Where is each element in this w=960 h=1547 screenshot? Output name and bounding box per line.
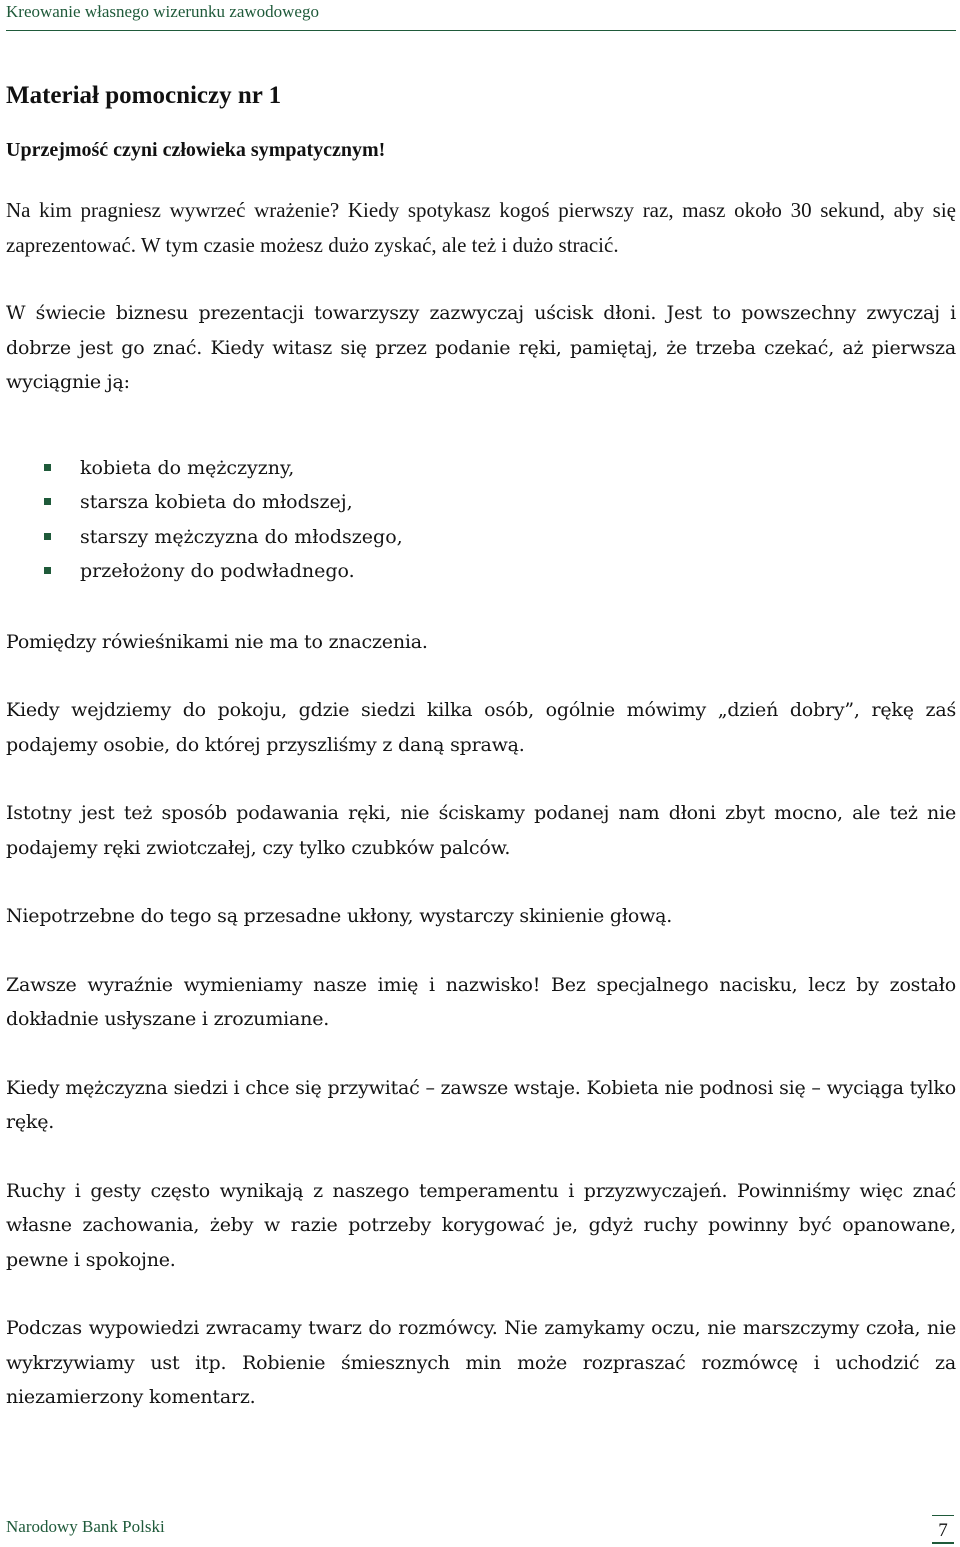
square-bullet-icon xyxy=(44,498,51,505)
running-header xyxy=(6,0,956,31)
list-item xyxy=(6,554,956,589)
square-bullet-icon xyxy=(44,567,51,574)
paragraph: Zawsze wyraźnie wymieniamy nasze imię i nazwisko! Bez specjalnego nacisku, lecz by zostało dokładnie usłyszane i zrozumiane. xyxy=(6,973,956,1030)
square-bullet-icon xyxy=(44,464,51,471)
paragraph-intro-1: Na kim pragniesz wywrzeć wrażenie? Kiedy spotykasz kogoś pierwszy raz, masz około 30 sekund, aby się zaprezentować. W tym czasie możesz dużo zyskać, ale też i dużo stracić. xyxy=(6,198,956,257)
paragraph: Niepotrzebne do tego są przesadne ukłony, wystarczy skinienie głową. xyxy=(6,905,673,927)
handshake-order-list xyxy=(6,451,956,589)
paragraph: Istotny jest też sposób podawania ręki, nie ściskamy podanej nam dłoni zbyt mocno, ale też nie podajemy ręki zwiotczałej, czy tylko czubków palców. xyxy=(6,802,956,859)
paragraph: Kiedy mężczyzna siedzi i chce się przywitać – zawsze wstaje. Kobieta nie podnosi się – wyciąga tylko rękę. xyxy=(6,1076,956,1133)
paragraph: Pomiędzy rówieśnikami nie ma to znaczenia. xyxy=(6,630,428,653)
list-item-text: starsza kobieta do młodszej, xyxy=(80,491,353,513)
list-item-text: kobieta do mężczyzny, xyxy=(80,456,295,479)
document-body xyxy=(6,78,956,1415)
paragraph: Ruchy i gesty często wynikają z naszego temperamentu i przyzwyczajeń. Powinniśmy więc znać własne zachowania, żeby w razie potrzeby korygować je, gdyż ruchy powinny być opanowane, pewne i spokojne. xyxy=(6,1179,956,1271)
list-item xyxy=(6,485,956,520)
list-item xyxy=(6,451,956,486)
running-header-title: Kreowanie własnego wizerunku zawodowego xyxy=(6,2,319,21)
document-title: Materiał pomocniczy nr 1 xyxy=(6,82,282,109)
list-item xyxy=(6,520,956,555)
list-item-text: przełożony do podwładnego. xyxy=(80,560,355,582)
footer-publisher: Narodowy Bank Polski xyxy=(6,1517,165,1536)
paragraph: Kiedy wejdziemy do pokoju, gdzie siedzi kilka osób, ogólnie mówimy „dzień dobry”, rękę zaś podajemy osobie, do której przyszliśmy z daną sprawą. xyxy=(6,699,956,756)
page-number: 7 xyxy=(932,1515,954,1544)
paragraph: Podczas wypowiedzi zwracamy twarz do rozmówcy. Nie zamykamy oczu, nie marszczymy czoła, nie wykrzywiamy ust itp. Robienie śmiesznych min może rozpraszać rozmówcę i uchodzić za niezamierzony komentarz. xyxy=(6,1317,956,1408)
square-bullet-icon xyxy=(44,533,51,540)
list-item-text: starszy mężczyzna do młodszego, xyxy=(80,525,403,548)
page-footer xyxy=(6,1517,956,1541)
paragraph-intro-2: W świecie biznesu prezentacji towarzyszy zazwyczaj uścisk dłoni. Jest to powszechny zwyczaj i dobrze jest go znać. Kiedy witasz się przez podanie ręki, pamiętaj, że trzeba czekać, aż pierwsza wyciągnie ją: xyxy=(6,302,956,393)
document-subtitle: Uprzejmość czyni człowieka sympatycznym! xyxy=(6,139,386,161)
